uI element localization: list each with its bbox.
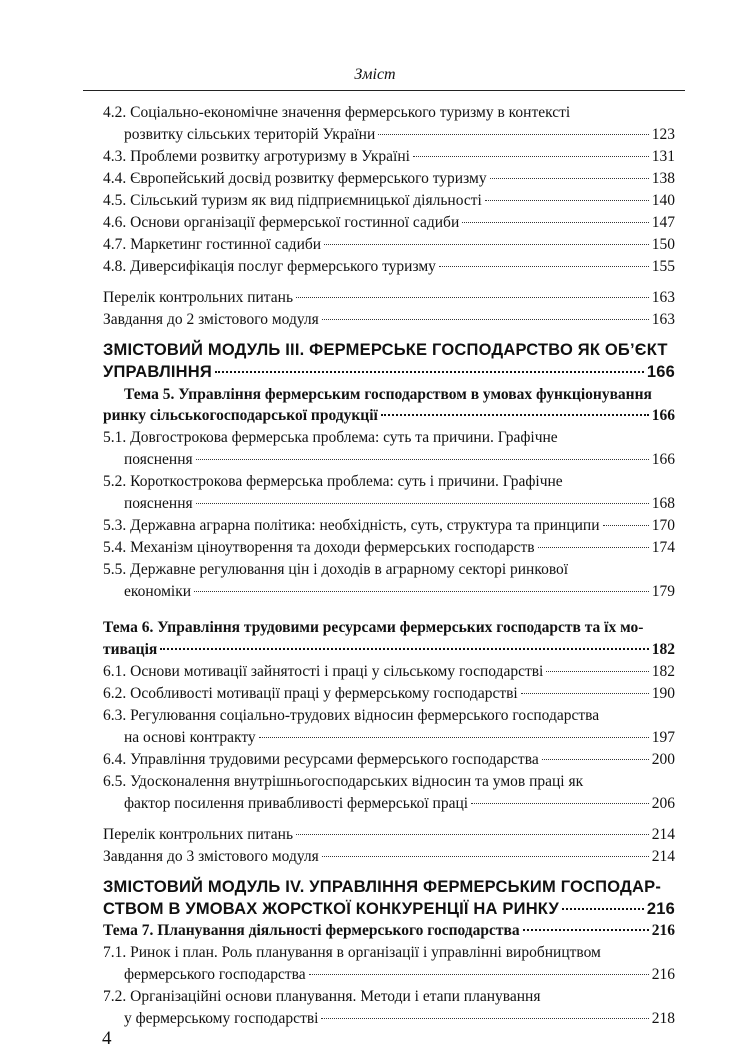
dot-leader — [215, 371, 644, 373]
tema-6-heading-line1: Тема 6. Управління трудовими ресурсами фермерських господарств та їх мо- — [103, 619, 644, 636]
dot-leader — [485, 200, 649, 201]
toc-entry-4-7[interactable] — [103, 235, 675, 254]
toc-entry-7-1-line1: 7.1. Ринок і план. Роль планування в організації і управлінні виробництвом — [103, 944, 601, 961]
dot-leader — [546, 671, 648, 672]
toc-entry-title: 5.3. Державна аграрна політика: необхідність, суть, структура та принципи — [103, 517, 600, 534]
dot-leader — [324, 244, 649, 245]
dot-leader — [562, 908, 644, 910]
toc-entry-title: 4.5. Сільський туризм як вид підприємницької діяльності — [103, 192, 482, 209]
toc-control-questions-2[interactable] — [103, 288, 675, 307]
toc-entry-title: фермерського господарства — [124, 966, 306, 983]
dot-leader — [523, 929, 649, 931]
toc-page-number: 170 — [651, 517, 675, 534]
toc-page-number: 123 — [651, 126, 675, 143]
toc-entry-title: 4.3. Проблеми розвитку агротуризму в Україні — [103, 148, 410, 165]
toc-entry-5-2[interactable] — [124, 494, 675, 513]
toc-entry-6-5-line1: 6.5. Удосконалення внутрішньогосподарських відносин та умов праці як — [103, 773, 584, 790]
toc-page-number: 216 — [651, 966, 675, 983]
toc-entry-title: тивація — [103, 641, 158, 658]
tema-5-heading-line1: Тема 5. Управління фермерським господарством в умовах функціонування — [124, 386, 652, 403]
toc-page-number: 138 — [651, 170, 675, 187]
module-4-heading[interactable] — [103, 900, 675, 919]
toc-page-number: 166 — [651, 451, 675, 468]
toc-page-number: 166 — [646, 363, 675, 381]
tema-7-heading[interactable] — [103, 921, 675, 940]
toc-page-number: 163 — [651, 311, 675, 328]
dot-leader — [439, 266, 649, 267]
toc-entry-title: фактор посилення привабливості фермерської праці — [124, 795, 469, 812]
toc-page-number: 131 — [651, 148, 675, 165]
dot-leader — [378, 134, 649, 135]
toc-entry-4-3[interactable] — [103, 147, 675, 166]
toc-entry-title: ринку сільськогосподарської продукції — [103, 407, 378, 424]
toc-page-number: 182 — [651, 641, 675, 658]
toc-entry-title: 4.7. Маркетинг гостинної садиби — [103, 236, 322, 253]
dot-leader — [542, 759, 649, 760]
toc-entry-6-3-line1: 6.3. Регулювання соціально-трудових відносин фермерського господарства — [103, 707, 600, 724]
dot-leader — [194, 591, 649, 592]
toc-entry-5-1[interactable] — [124, 450, 675, 469]
toc-entry-title: економіки — [124, 583, 192, 600]
dot-leader — [309, 974, 649, 975]
toc-page-number: 174 — [651, 539, 675, 556]
toc-page-number: 218 — [651, 1010, 675, 1027]
toc-page-number: 163 — [651, 289, 675, 306]
dot-leader — [196, 503, 649, 504]
toc-entry-title: Завдання до 2 змістового модуля — [103, 311, 319, 328]
dot-leader — [521, 693, 649, 694]
dot-leader — [296, 297, 649, 298]
toc-entry-title: пояснення — [124, 495, 193, 512]
toc-entry-4-8[interactable] — [103, 257, 675, 276]
toc-entry-5-5-line1: 5.5. Державне регулювання цін і доходів в аграрному секторі ринкової — [103, 561, 569, 578]
toc-page-number: 182 — [651, 663, 675, 680]
header-rule — [83, 90, 685, 91]
toc-page-number: 155 — [651, 258, 675, 275]
toc-entry-title: 6.1. Основи мотивації зайнятості і праці у сільському господарстві — [103, 663, 544, 680]
toc-page-number: 190 — [651, 685, 675, 702]
dot-leader — [259, 737, 649, 738]
toc-entry-title: розвитку сільських територій України — [124, 126, 376, 143]
toc-page-number: 197 — [651, 729, 675, 746]
dot-leader — [196, 459, 649, 460]
toc-entry-title: Перелік контрольних питань — [103, 826, 294, 843]
toc-entry-5-4[interactable] — [103, 538, 675, 557]
dot-leader — [322, 319, 649, 320]
toc-page-number: 166 — [651, 407, 675, 424]
toc-entry-title: 6.2. Особливості мотивації праці у фермерському господарстві — [103, 685, 518, 702]
toc-control-questions-3[interactable] — [103, 825, 675, 844]
dot-leader — [160, 648, 648, 650]
toc-entry-title: 4.4. Європейський досвід розвитку фермерського туризму — [103, 170, 487, 187]
toc-entry-title: на основі контракту — [124, 729, 256, 746]
dot-leader — [321, 1018, 648, 1019]
dot-leader — [490, 178, 649, 179]
toc-page-number: 216 — [651, 922, 675, 939]
toc-page-number: 140 — [651, 192, 675, 209]
page-number: 4 — [102, 1028, 112, 1049]
toc-entry-title: 4.6. Основи організації фермерської гостинної садиби — [103, 214, 460, 231]
toc-page-number: 216 — [646, 900, 675, 918]
toc-page-number: 150 — [651, 236, 675, 253]
toc-page-number: 206 — [651, 795, 675, 812]
toc-tasks-module-3[interactable] — [103, 847, 675, 866]
toc-entry-6-5[interactable] — [124, 794, 675, 813]
toc-entry-6-2[interactable] — [103, 684, 675, 703]
toc-entry-title: Завдання до 3 змістового модуля — [103, 848, 319, 865]
dot-leader — [322, 856, 649, 857]
toc-entry-4-2[interactable] — [124, 125, 675, 144]
toc-entry-4-2-line1: 4.2. Соціально-економічне значення фермерського туризму в контексті — [103, 104, 571, 121]
toc-entry-4-5[interactable] — [103, 191, 675, 210]
toc-entry-5-1-line1: 5.1. Довгострокова фермерська проблема: суть та причини. Графічне — [103, 429, 558, 446]
toc-page-number: 200 — [651, 751, 675, 768]
module-4-heading-line1: ЗМІСТОВИЙ МОДУЛЬ IV. УПРАВЛІННЯ ФЕРМЕРСЬКИМ ГОСПОДАР- — [103, 878, 662, 896]
toc-entry-title: 6.4. Управління трудовими ресурсами фермерського господарства — [103, 751, 539, 768]
toc-page-number: 147 — [651, 214, 675, 231]
module-3-heading-line1: ЗМІСТОВИЙ МОДУЛЬ ІІІ. ФЕРМЕРСЬКЕ ГОСПОДАРСТВО ЯК ОБ’ЄКТ — [103, 341, 668, 359]
toc-entry-title: Перелік контрольних питань — [103, 289, 294, 306]
toc-page-number: 214 — [651, 826, 675, 843]
dot-leader — [413, 156, 649, 157]
toc-entry-title: УПРАВЛІННЯ — [103, 363, 212, 381]
toc-entry-6-4[interactable] — [103, 750, 675, 769]
toc-entry-title: СТВОМ В УМОВАХ ЖОРСТКОЇ КОНКУРЕНЦІЇ НА РИНКУ — [103, 900, 559, 918]
toc-entry-title: 5.4. Механізм ціноутворення та доходи фермерських господарств — [103, 539, 535, 556]
tema-6-heading[interactable] — [103, 640, 675, 659]
module-3-heading[interactable] — [103, 363, 675, 382]
tema-5-heading[interactable] — [103, 406, 675, 425]
running-header: Зміст — [354, 66, 396, 83]
toc-entry-4-6[interactable] — [103, 213, 675, 232]
toc-entry-title: Тема 7. Планування діяльності фермерського господарства — [103, 922, 520, 939]
toc-entry-5-5[interactable] — [124, 582, 675, 601]
toc-tasks-module-2[interactable] — [103, 310, 675, 329]
toc-entry-7-2[interactable] — [124, 1009, 675, 1028]
toc-entry-4-4[interactable] — [103, 169, 675, 188]
dot-leader — [462, 222, 649, 223]
dot-leader — [381, 414, 649, 416]
toc-entry-5-2-line1: 5.2. Короткострокова фермерська проблема: суть і причини. Графічне — [103, 473, 563, 490]
dot-leader — [296, 834, 649, 835]
dot-leader — [603, 525, 649, 526]
toc-page-number: 168 — [651, 495, 675, 512]
toc-entry-6-3[interactable] — [124, 728, 675, 747]
toc-entry-title: 4.8. Диверсифікація послуг фермерського туризму — [103, 258, 436, 275]
toc-page-number: 214 — [651, 848, 675, 865]
toc-entry-7-2-line1: 7.2. Організаційні основи планування. Методи і етапи планування — [103, 988, 541, 1005]
toc-entry-5-3[interactable] — [103, 516, 675, 535]
dot-leader — [471, 803, 649, 804]
toc-entry-7-1[interactable] — [124, 965, 675, 984]
toc-entry-title: у фермерському господарстві — [124, 1010, 319, 1027]
toc-page-number: 179 — [651, 583, 675, 600]
dot-leader — [538, 547, 649, 548]
toc-entry-title: пояснення — [124, 451, 193, 468]
toc-entry-6-1[interactable] — [103, 662, 675, 681]
